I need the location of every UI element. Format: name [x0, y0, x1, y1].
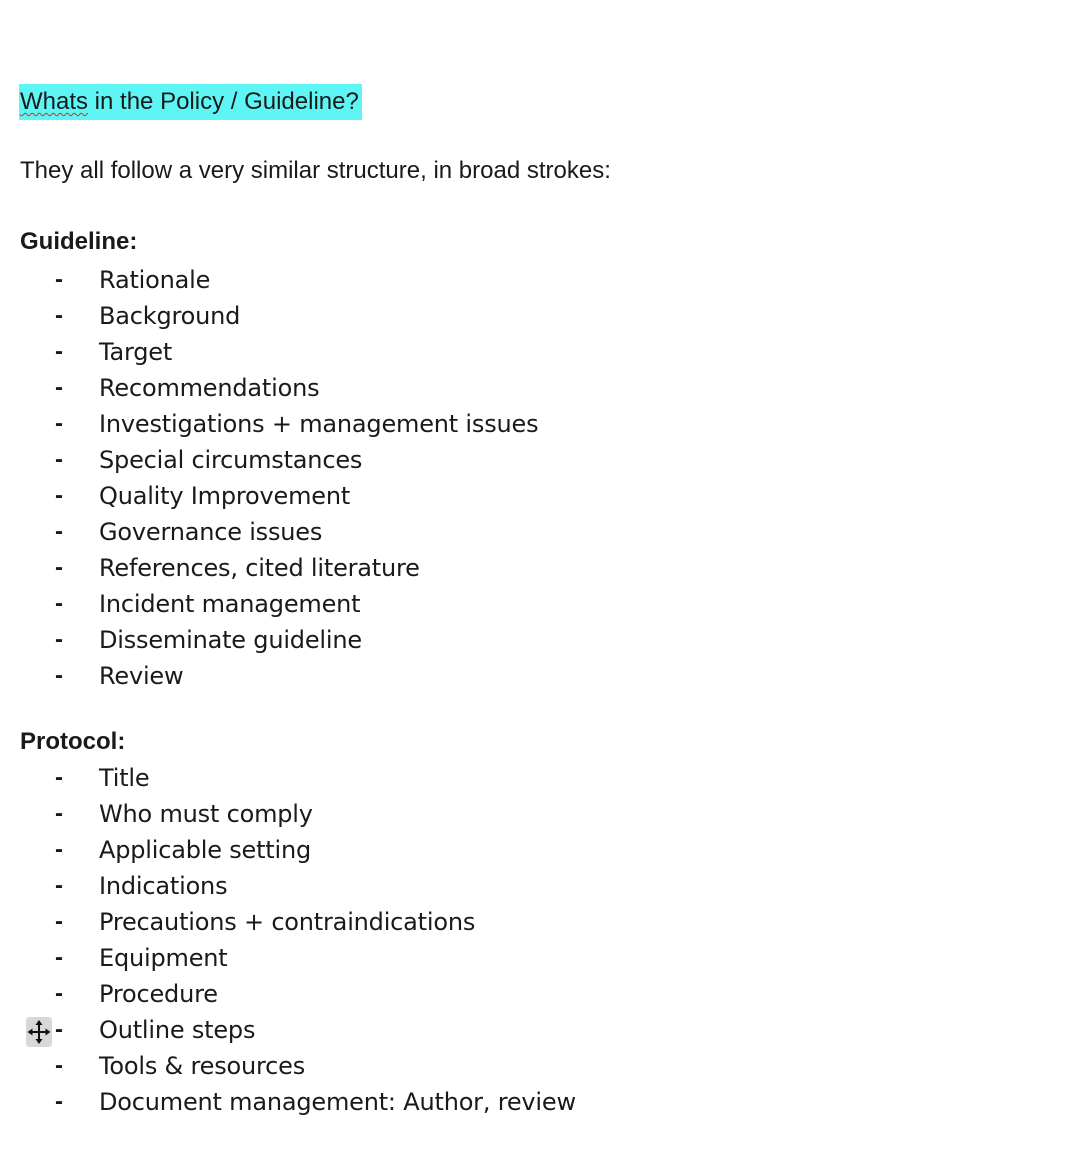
bullet-dash: -	[55, 482, 63, 509]
guideline-list-item-text: Disseminate guideline	[99, 626, 362, 654]
protocol-list-item-text: Who must comply	[99, 800, 313, 828]
bullet-dash: -	[55, 1052, 63, 1079]
bullet-dash: -	[55, 338, 63, 365]
guideline-list-item-text: Special circumstances	[99, 446, 363, 474]
guideline-list-item-text: Rationale	[99, 266, 211, 294]
guideline-list-item-text: Recommendations	[99, 374, 320, 402]
protocol-list-item-text: Equipment	[99, 944, 228, 972]
bullet-dash: -	[55, 554, 63, 581]
bullet-dash: -	[55, 1088, 63, 1115]
guideline-list-item-text: Review	[99, 662, 184, 690]
bullet-dash: -	[55, 908, 63, 935]
guideline-section-title: Guideline:	[20, 228, 138, 255]
bullet-dash: -	[55, 518, 63, 545]
bullet-dash: -	[55, 980, 63, 1007]
heading-misspelled-word[interactable]: Whats	[20, 88, 89, 115]
bullet-dash: -	[55, 590, 63, 617]
protocol-section-title: Protocol:	[20, 728, 126, 755]
guideline-list-item-text: Target	[99, 338, 173, 366]
guideline-list-item-text: Investigations + management issues	[99, 410, 539, 438]
protocol-list-item-text: Title	[99, 764, 150, 792]
heading-text: in the Policy / Guideline?	[88, 88, 359, 115]
bullet-dash: -	[55, 800, 63, 827]
bullet-dash: -	[55, 662, 63, 689]
bullet-dash: -	[55, 266, 63, 293]
bullet-dash: -	[55, 1016, 63, 1043]
move-cross-arrows-icon	[26, 1017, 52, 1047]
bullet-dash: -	[55, 410, 63, 437]
protocol-list-item-text: Procedure	[99, 980, 218, 1008]
guideline-list-item-text: Governance issues	[99, 518, 323, 546]
bullet-dash: -	[55, 944, 63, 971]
protocol-list-item-text: Tools & resources	[99, 1052, 306, 1080]
bullet-dash: -	[55, 836, 63, 863]
protocol-list-item-text: Applicable setting	[99, 836, 312, 864]
bullet-dash: -	[55, 302, 63, 329]
bullet-dash: -	[55, 872, 63, 899]
intro-paragraph: They all follow a very similar structure, in broad strokes:	[20, 157, 611, 184]
document-heading-highlighted[interactable]	[19, 84, 362, 120]
guideline-list-item-text: References, cited literature	[99, 554, 420, 582]
protocol-list-item-text: Precautions + contraindications	[99, 908, 476, 936]
bullet-dash: -	[55, 446, 63, 473]
guideline-list-item-text: Background	[99, 302, 241, 330]
move-handle-icon[interactable]	[26, 1017, 52, 1047]
protocol-list-item-text: Outline steps	[99, 1016, 256, 1044]
bullet-dash: -	[55, 764, 63, 791]
protocol-list-item-text: Document management: Author, review	[99, 1088, 576, 1116]
protocol-list-item-text: Indications	[99, 872, 228, 900]
guideline-list-item-text: Incident management	[99, 590, 361, 618]
bullet-dash: -	[55, 626, 63, 653]
guideline-list-item-text: Quality Improvement	[99, 482, 351, 510]
bullet-dash: -	[55, 374, 63, 401]
